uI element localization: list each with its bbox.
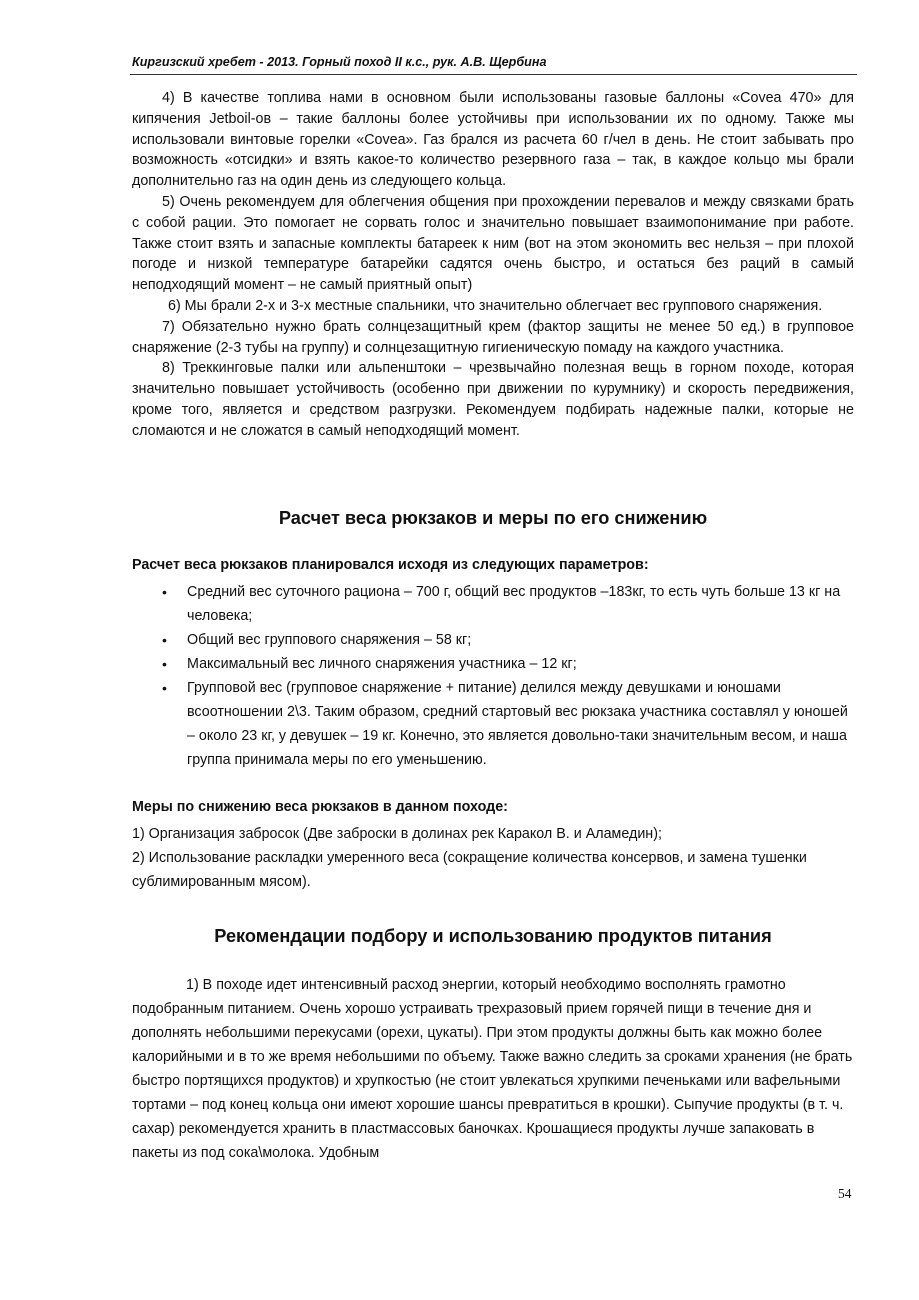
list-item-text: Максимальный вес личного снаряжения участника – 12 кг;: [187, 656, 577, 672]
params-list: [132, 580, 854, 772]
bullet-icon: •: [162, 632, 167, 648]
equipment-item-4: 4) В качестве топлива нами в основном были использованы газовые баллоны «Covea 470» для кипячения Jetboil-ов – такие баллоны более устойчивы при использовании их по одному. Также мы использовали винтовые горелки «Covea». Газ брался из расчета 60 г/чел в день. Не стоит забывать про возможность «отсидки» и взять какое-то количество резервного газа – так, в каждое кольцо мы брали дополнительно газ на один день из следующего кольца.: [132, 90, 854, 190]
header-rule: [130, 74, 857, 75]
equipment-recommendations: [132, 88, 854, 442]
list-item: [132, 676, 854, 772]
running-header: Киргизский хребет - 2013. Горный поход II к.с., рук. А.В. Щербина: [132, 55, 547, 69]
list-item-text: Общий вес группового снаряжения – 58 кг;: [187, 632, 472, 648]
nutrition-paragraph-1: 1) В походе идет интенсивный расход энергии, который необходимо восполнять грамотно подобранным питанием. Очень хорошо устраивать трехразовый прием горячей пищи в течение дня и дополнять небольшими перекусами (орехи, цукаты). При этом продукты должны быть как можно более калорийными и в то же время небольшими по объему. Также важно следить за сроками хранения (не брать быстро портящихся продуктов) и хрупкостью (не стоит увлекаться хрупкими печеньками или вафельными тортами – под конец кольца они имеют хорошие шансы превратиться в крошки). Сыпучие продукты (в т. ч. сахар) рекомендуется хранить в пластмассовых баночках. Крошащиеся продукты лучше запаковать в пакеты из под сока\молока. Удобным: [132, 977, 853, 1161]
page-number: 54: [838, 1186, 852, 1201]
measures-list: [132, 822, 854, 894]
list-item-text: Групповой вес (групповое снаряжение + питание) делился между девушками и юношами всоотношении 2\3. Таким образом, средний стартовый вес рюкзака участника составлял у юношей – около 23 кг, у девушек – 19 кг. Конечно, это является довольно-таки значительным весом, и наша группа принимала меры по его уменьшению.: [187, 680, 848, 768]
equipment-item-7: 7) Обязательно нужно брать солнцезащитный крем (фактор защиты не менее 50 ед.) в групповое снаряжение (2-3 тубы на группу) и солнцезащитную гигиеническую помаду на каждого участника.: [132, 318, 854, 356]
list-item: [132, 580, 854, 628]
nutrition-text: [132, 973, 854, 1165]
measures-label: Меры по снижению веса рюкзаков в данном походе:: [132, 799, 508, 815]
list-item: [132, 628, 854, 652]
measure-item: 2) Использование раскладки умеренного веса (сокращение количества консервов, и замена тушенки сублимированным мясом).: [132, 850, 807, 890]
equipment-item-6: 6) Мы брали 2-х и 3-х местные спальники, что значительно облегчает вес группового снаряжения.: [168, 297, 823, 314]
list-item-text: Средний вес суточного рациона – 700 г, общий вес продуктов –183кг, то есть чуть больше 13 кг на человека;: [187, 584, 841, 624]
bullet-icon: •: [162, 584, 167, 600]
list-item: [132, 652, 854, 676]
bullet-icon: •: [162, 656, 167, 672]
measure-item: 1) Организация забросок (Две заброски в долинах рек Каракол В. и Аламедин);: [132, 826, 662, 842]
bullet-icon: •: [162, 680, 167, 696]
section-heading-nutrition: Рекомендации подбору и использованию продуктов питания: [214, 926, 772, 946]
section-heading-rucksack-weight: Расчет веса рюкзаков и меры по его снижению: [278, 508, 708, 528]
equipment-item-8: 8) Треккинговые палки или альпенштоки – чрезвычайно полезная вещь в горном походе, которая значительно повышает устойчивость (особенно при движении по курумнику) и скорость передвижения, кроме того, является и средством разгрузки. Рекомендуем подбирать надежные палки, которые не сломаются и не сложатся в самый неподходящий момент.: [132, 360, 854, 439]
params-label: Расчет веса рюкзаков планировался исходя из следующих параметров:: [132, 557, 649, 573]
equipment-item-5: 5) Очень рекомендуем для облегчения общения при прохождении перевалов и между связками брать с собой рации. Это помогает не сорвать голос и значительно повышает взаимопонимание при работе. Также стоит взять и запасные комплекты батареек к ним (вот на этом экономить вес нельзя – при плохой погоде и низкой температуре батарейки садятся очень быстро, и остаться без раций в самый неподходящий момент – не самый приятный опыт): [132, 193, 854, 294]
